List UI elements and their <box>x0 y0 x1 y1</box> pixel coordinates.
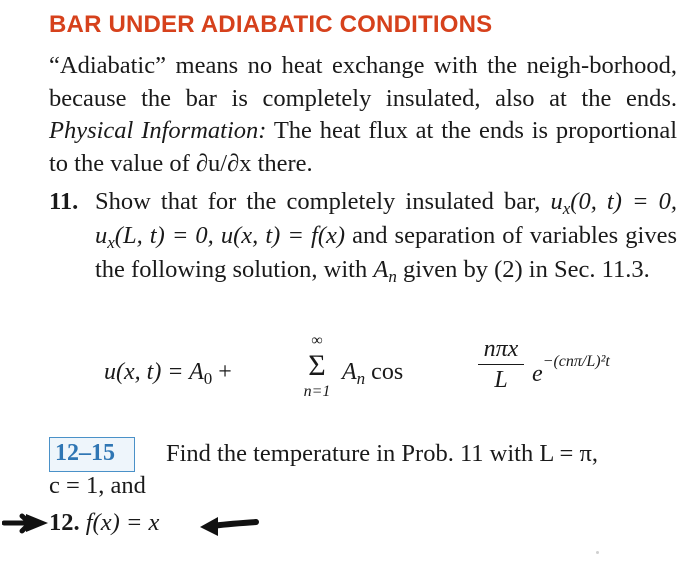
intro-text-2: The heat flux at the ends is proportional to the value of ∂u/∂x there. <box>49 117 677 177</box>
equation-cos: cos <box>365 359 404 385</box>
exponential <box>532 353 610 388</box>
arrow-right-icon <box>2 510 52 543</box>
problem-12 <box>49 509 159 537</box>
problem-11-text-1: Show that for the completely insulated bar, <box>95 188 551 215</box>
equation-plus: + <box>212 359 232 385</box>
problem-12-function: f(x) = x <box>79 509 160 536</box>
sum-upper-limit: ∞ <box>311 332 323 349</box>
arrow-left-icon <box>198 514 260 543</box>
exponent: −(cnπ/L)²t <box>542 353 610 370</box>
fraction-numerator: nπx <box>483 336 519 362</box>
problem-11-text-3: given by (2) in Sec. 11.3. <box>396 256 650 283</box>
cond1-rest: (0, t) = 0, <box>570 188 677 215</box>
solution-equation <box>104 332 624 422</box>
intro-text-1: “Adiabatic” means no heat exchange with the neigh-borhood, because the bar is completely insulated, also at the ends. <box>49 52 677 112</box>
sum-lower-limit: n=1 <box>303 383 331 400</box>
fraction-denominator: L <box>494 367 508 393</box>
problem-11-body <box>95 186 677 288</box>
equation-an-sub: n <box>356 369 366 388</box>
cond1-sub: x <box>562 199 571 218</box>
problems-12-15-continuation: c = 1, and <box>49 472 146 499</box>
problem-11-text-2: and separation of variables gives the following solution, with <box>95 222 678 283</box>
problem-11-number: 11. <box>49 188 79 215</box>
equation-term <box>342 359 403 386</box>
fraction-bar <box>478 364 524 365</box>
page-mark <box>596 551 599 554</box>
an-sub: n <box>388 267 397 286</box>
problem-12-number: 12. <box>49 509 80 536</box>
fraction <box>478 336 524 393</box>
intro-paragraph <box>49 50 677 180</box>
cond2-u: u <box>95 222 108 249</box>
physical-information-label: Physical Information: <box>49 117 267 144</box>
equation-lhs <box>104 359 232 386</box>
summation <box>297 332 337 402</box>
problem-range-label: 12–15 <box>55 440 115 466</box>
equation-a0-sub: 0 <box>203 369 213 388</box>
sigma-symbol: Σ <box>308 349 326 382</box>
cond1-u: u <box>550 188 563 215</box>
exp-base: e <box>532 361 543 387</box>
equation-lhs-text: u(x, t) = A <box>104 359 204 385</box>
section-heading: BAR UNDER ADIABATIC CONDITIONS <box>49 11 493 38</box>
equation-an: A <box>342 359 357 385</box>
cond2-sub: x <box>107 233 115 252</box>
problems-12-15-instruction: Find the temperature in Prob. 11 with L = π, <box>166 440 598 467</box>
cond2-rest: (L, t) = 0, u(x, t) = f(x) <box>114 222 346 249</box>
problem-11 <box>49 186 677 288</box>
an-symbol: A <box>373 256 389 283</box>
